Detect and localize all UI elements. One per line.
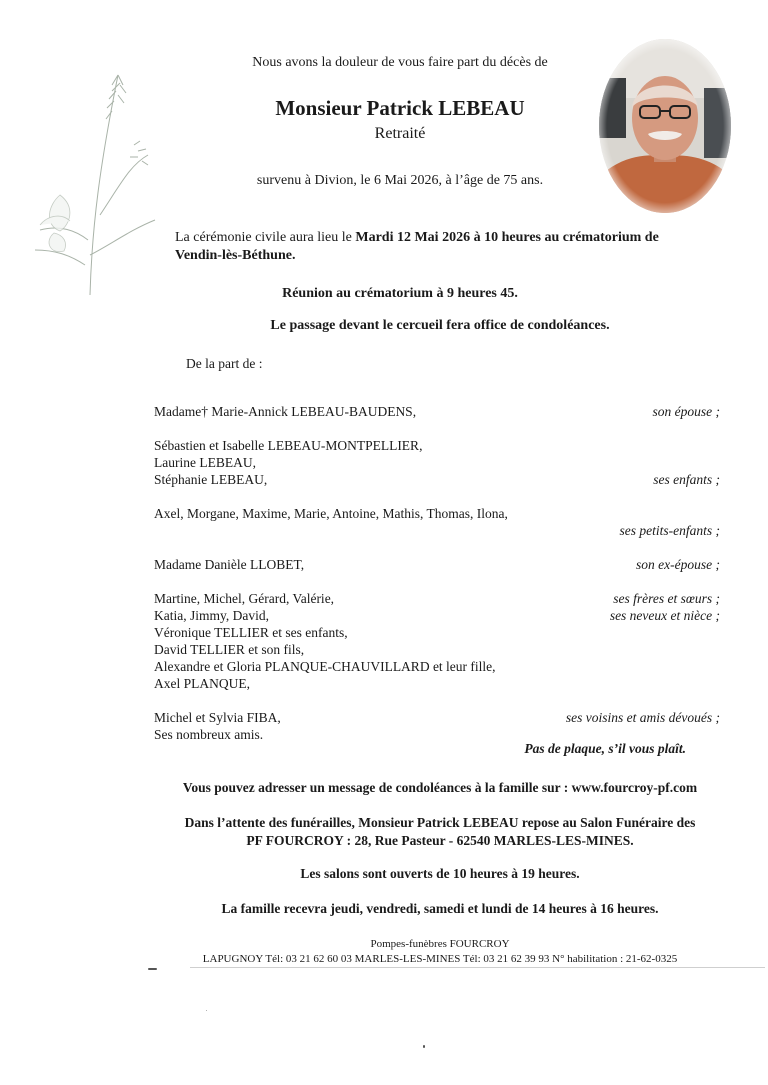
from-label: De la part de : <box>186 356 263 371</box>
family-name: Katia, Jimmy, David, <box>154 607 269 623</box>
scan-speck <box>423 1045 425 1048</box>
lily-wheat-decoration <box>30 55 160 305</box>
scan-speck <box>206 1010 207 1011</box>
family-name: Axel PLANQUE, <box>154 675 250 691</box>
family-name: Axel, Morgane, Maxime, Marie, Antoine, Mathis, Thomas, Ilona, <box>154 505 508 521</box>
ceremony-intro: La cérémonie civile aura lieu le <box>175 230 356 245</box>
rest-notice-line-2: PF FOURCROY : 28, Rue Pasteur - 62540 MARLES-LES-MINES. <box>246 833 634 848</box>
scan-speck <box>148 968 157 970</box>
funeral-company: Pompes-funèbres FOURCROY <box>370 938 510 950</box>
death-details: survenu à Divion, le 6 Mai 2026, à l’âge de 75 ans. <box>256 173 544 188</box>
relation-siblings: ses frères et sœurs ; <box>613 590 720 606</box>
family-name: Alexandre et Gloria PLANQUE-CHAUVILLARD et leur fille, <box>154 658 496 674</box>
family-reception: La famille recevra jeudi, vendredi, samedi et lundi de 14 heures à 16 heures. <box>221 901 659 916</box>
family-name: Ses nombreux amis. <box>154 726 264 742</box>
deceased-portrait <box>598 38 732 214</box>
ceremony-date-place: Mardi 12 Mai 2026 à 10 heures au crématorium de <box>355 230 659 245</box>
relation-spouse: son épouse ; <box>652 403 720 419</box>
salon-hours: Les salons sont ouverts de 10 heures à 19 heures. <box>300 866 580 881</box>
relation-nephews: ses neveux et nièce ; <box>609 607 720 623</box>
meeting-notice: Réunion au crématorium à 9 heures 45. <box>282 286 518 301</box>
intro-text: Nous avons la douleur de vous faire part du décès de <box>252 55 548 70</box>
ceremony-line-2: Vendin-lès-Béthune. <box>175 248 296 263</box>
relation-grandchildren: ses petits-enfants ; <box>619 522 720 538</box>
no-plaque-notice: Pas de plaque, s’il vous plaît. <box>524 741 686 756</box>
family-name: Michel et Sylvia FIBA, <box>154 709 281 725</box>
rest-notice-line-1: Dans l’attente des funérailles, Monsieur Patrick LEBEAU repose au Salon Funéraire des <box>184 815 696 830</box>
funeral-contact: LAPUGNOY Tél: 03 21 62 60 03 MARLES-LES-MINES Tél: 03 21 62 39 93 N° habilitation : 21-62-0325 <box>202 953 678 965</box>
relation-ex-spouse: son ex-épouse ; <box>636 556 720 572</box>
family-name: Madame† Marie-Annick LEBEAU-BAUDENS, <box>154 403 417 419</box>
family-name: Sébastien et Isabelle LEBEAU-MONTPELLIER, <box>154 437 423 453</box>
ceremony-line-1 <box>175 230 659 246</box>
family-name: Martine, Michel, Gérard, Valérie, <box>154 590 335 606</box>
relation-children: ses enfants ; <box>653 471 720 487</box>
condolences-notice: Le passage devant le cercueil fera office de condoléances. <box>270 318 610 333</box>
family-name: David TELLIER et son fils, <box>154 641 305 657</box>
family-name: Madame Danièle LLOBET, <box>154 556 305 572</box>
website-notice: Vous pouvez adresser un message de condoléances à la famille sur : www.fourcroy-pf.com <box>182 780 698 795</box>
family-name: Stéphanie LEBEAU, <box>154 471 268 487</box>
deceased-name: Monsieur Patrick LEBEAU <box>275 96 525 120</box>
deceased-occupation: Retraité <box>374 125 426 142</box>
footer-rule <box>190 967 765 968</box>
family-name: Véronique TELLIER et ses enfants, <box>154 624 348 640</box>
relation-neighbors: ses voisins et amis dévoués ; <box>565 709 720 725</box>
family-name: Laurine LEBEAU, <box>154 454 256 470</box>
